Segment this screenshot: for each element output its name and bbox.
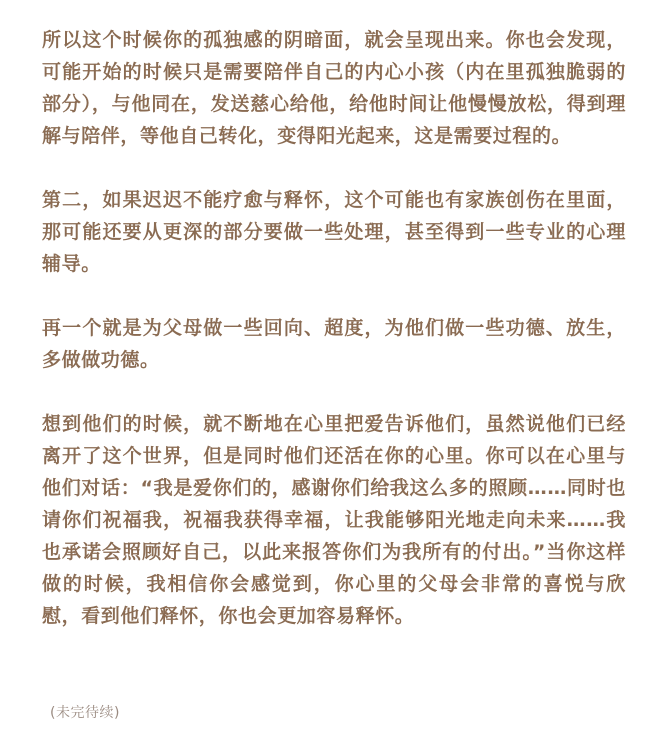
- paragraph-1: 所以这个时候你的孤独感的阴暗面，就会呈现出来。你也会发现，可能开始的时候只是需要陪伴自己的内心小孩（内在里孤独脆弱的部分），与他同在，发送慈心给他，给他时间让他慢慢放松，得到理解与陪伴，等他自己转化，变得阳光起来，这是需要过程的。: [42, 29, 626, 147]
- article-body: [42, 24, 626, 664]
- to-be-continued-note: (未完待续): [50, 705, 120, 721]
- paragraph-4: 想到他们的时候，就不断地在心里把爱告诉他们，虽然说他们已经离开了这个世界，但是同时他们还活在你的心里。你可以在心里与他们对话：“我是爱你们的，感谢你们给我这么多的照顾……同时也请你们祝福我，祝福我获得幸福，让我能够阳光地走向未来……我也承诺会照顾好自己，以此来报答你们为我所有的付出。”当你这样做的时候，我相信你会感觉到，你心里的父母会非常的喜悦与欣慰，看到他们释怀，你也会更加容易释怀。: [42, 413, 626, 627]
- paragraph-2: 第二，如果迟迟不能疗愈与释怀，这个可能也有家族创伤在里面，那可能还要从更深的部分要做一些处理，甚至得到一些专业的心理辅导。: [42, 189, 626, 275]
- paragraph-3: 再一个就是为父母做一些回向、超度，为他们做一些功德、放生，多做做功德。: [42, 317, 626, 371]
